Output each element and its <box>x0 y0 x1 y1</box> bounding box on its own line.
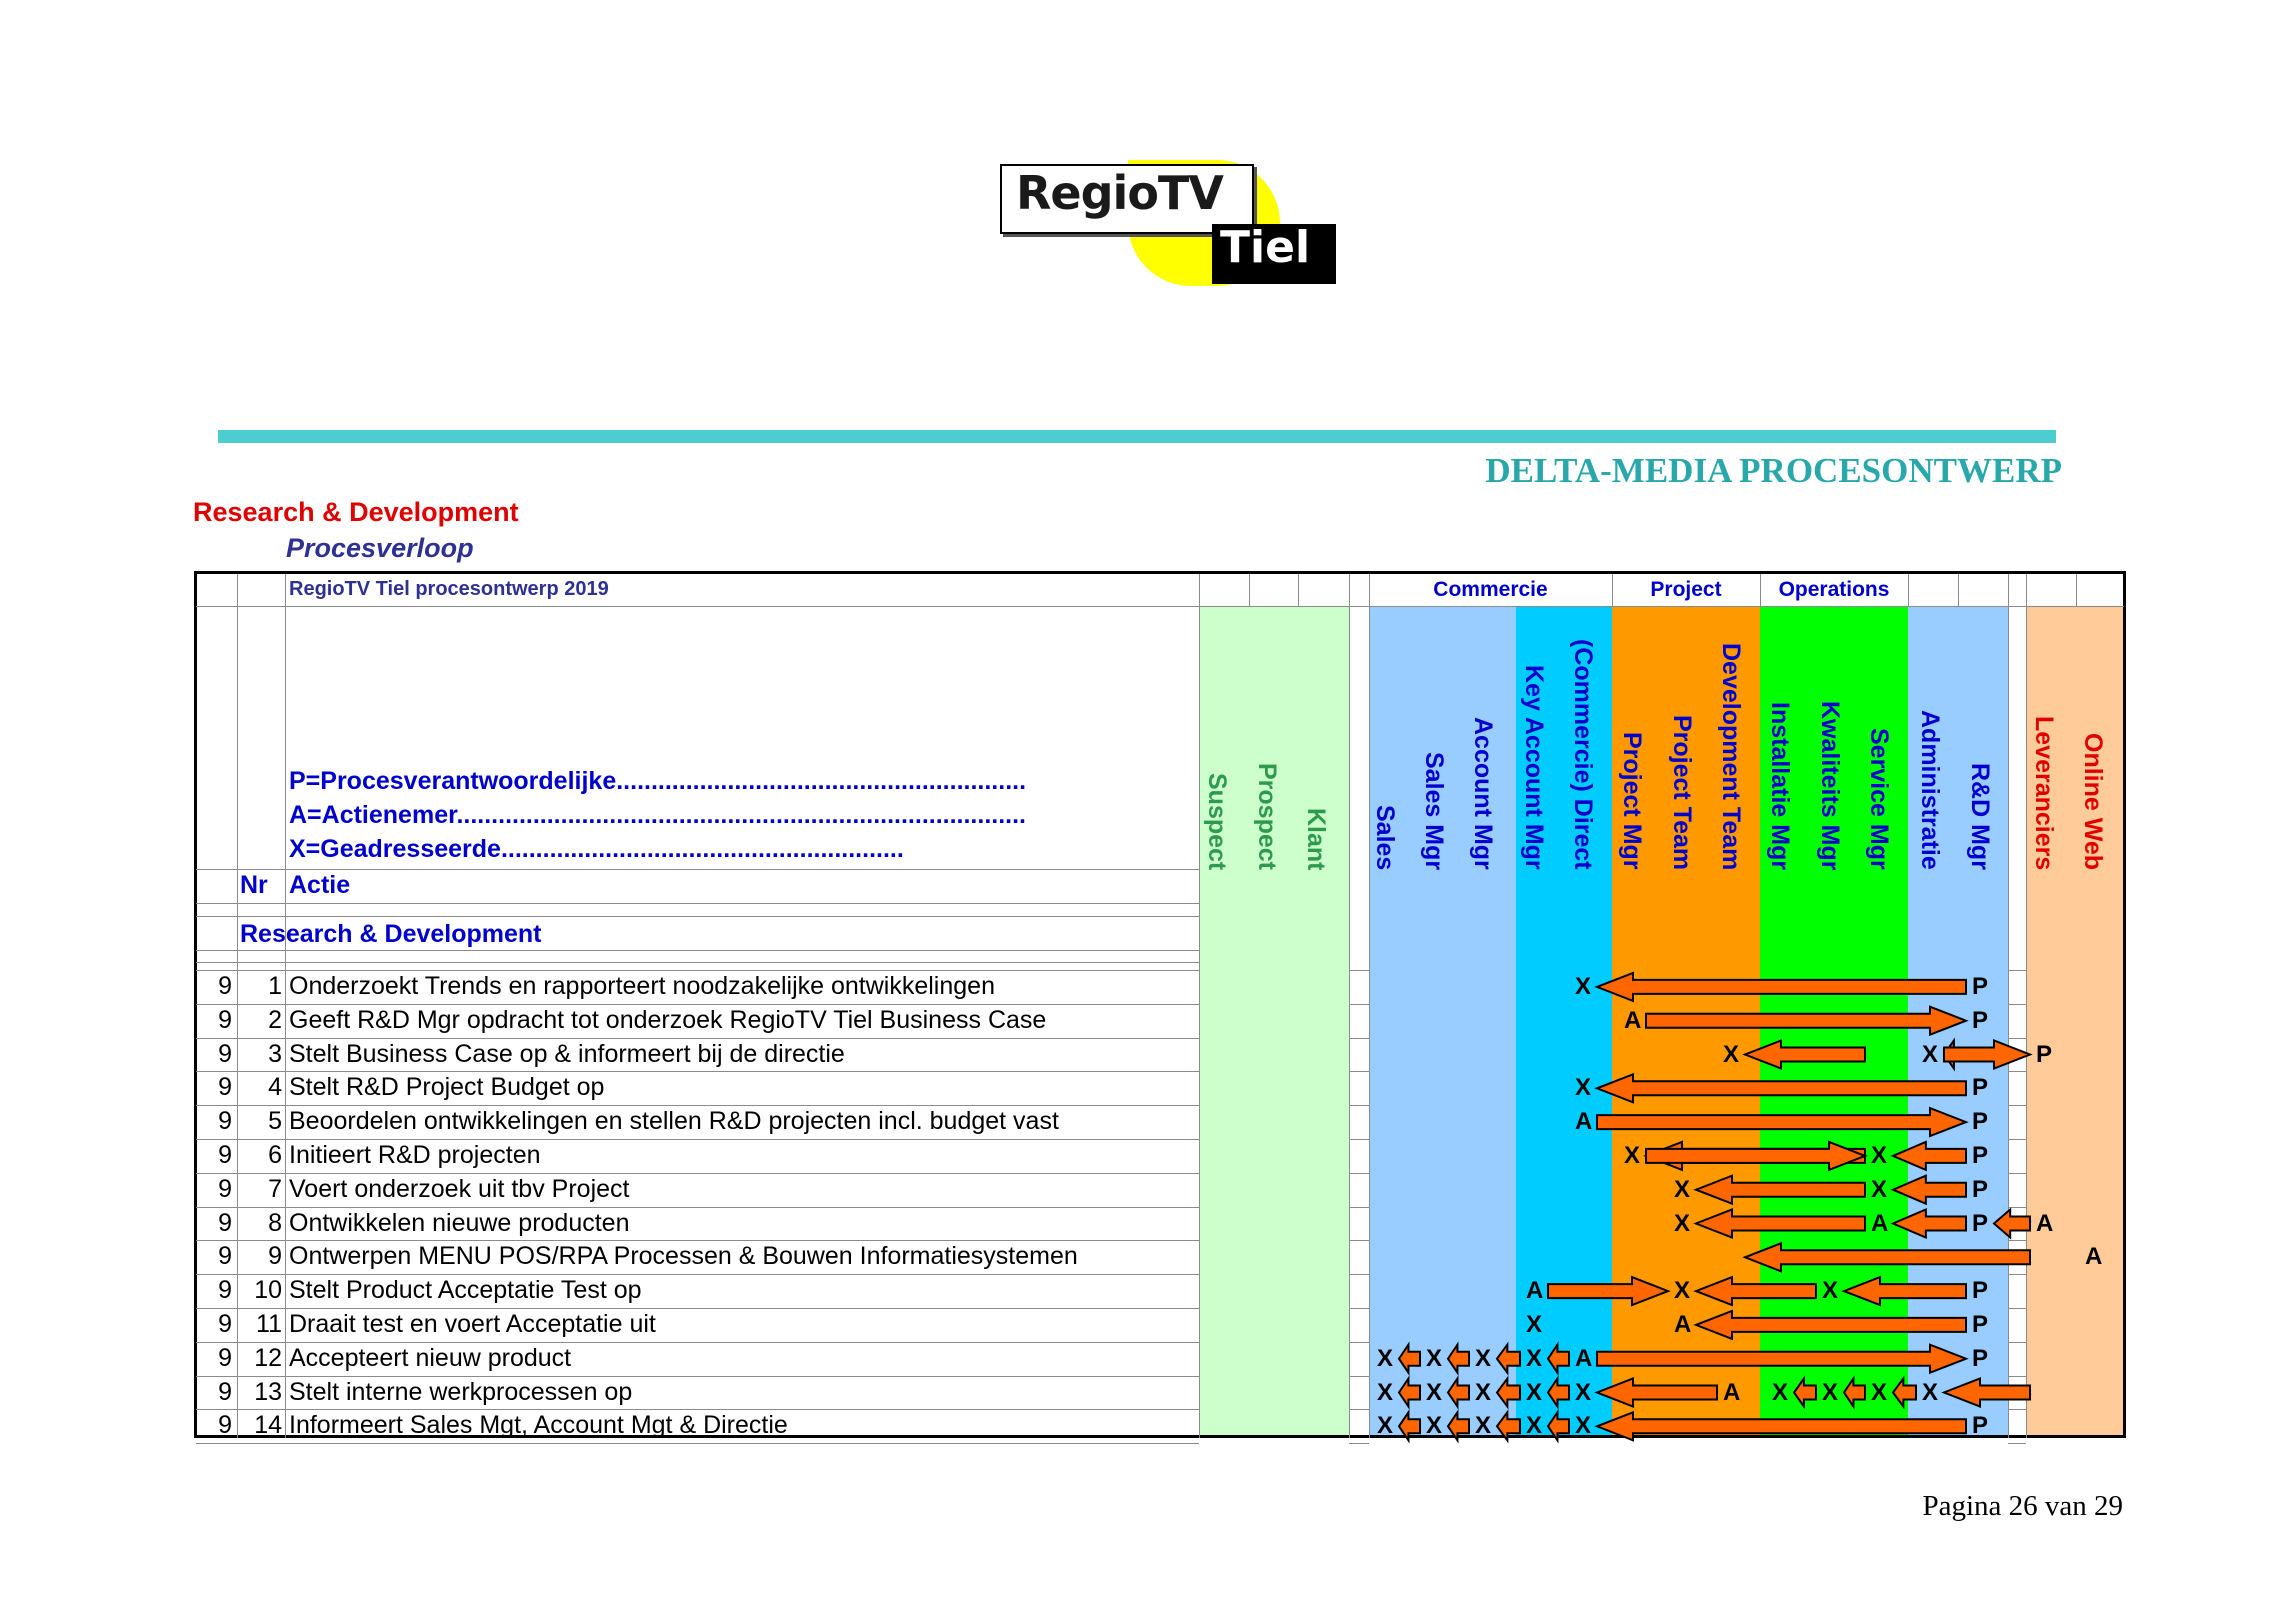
flow-arrow <box>1497 1345 1520 1373</box>
role-mark: P <box>2036 1040 2053 1068</box>
role-mark: X <box>1426 1412 1443 1440</box>
role-mark: X <box>1674 1277 1691 1305</box>
row-number: 12 <box>254 1343 282 1372</box>
role-mark: P <box>1972 1311 1989 1338</box>
role-mark: X <box>1575 1412 1592 1440</box>
row-number: 11 <box>256 1310 282 1338</box>
row-number: 10 <box>254 1276 282 1305</box>
group-commercie: Commercie <box>1433 578 1548 601</box>
role-mark: X <box>1526 1412 1543 1440</box>
role-header: Service Mgr <box>1865 728 1893 870</box>
group-row-title: Research & Development <box>240 920 542 948</box>
role-header: Klant <box>1302 807 1330 870</box>
role-mark: X <box>1624 1142 1641 1169</box>
role-header: Administratie <box>1916 710 1944 870</box>
role-mark: A <box>1526 1277 1544 1305</box>
role-mark: X <box>1575 1074 1592 1102</box>
role-header: Key Account Mgr <box>1520 665 1548 870</box>
row-action: Voert onderzoek uit tbv Project <box>289 1174 630 1203</box>
flow-arrow <box>1794 1379 1816 1407</box>
legend-p: P=Procesverantwoordelijke........................................................... <box>289 767 1027 795</box>
flow-arrow <box>1893 1210 1966 1238</box>
role-header: Project Mgr <box>1618 732 1646 870</box>
flow-arrow <box>1399 1345 1420 1373</box>
logo-sub: Tiel <box>1220 222 1311 273</box>
role-mark: A <box>1575 1344 1593 1372</box>
row-action: Stelt Business Case op & informeert bij de directie <box>289 1039 845 1068</box>
legend-a: A=Actienemer.................................................................................. <box>289 801 1026 829</box>
flow-arrow <box>1399 1412 1420 1440</box>
role-mark: P <box>1972 1412 1989 1440</box>
section-subtitle: Procesverloop <box>286 533 474 563</box>
row-chapter: 9 <box>218 972 232 1000</box>
role-mark: X <box>1723 1040 1740 1068</box>
role-mark: X <box>1772 1378 1789 1406</box>
role-mark: X <box>1377 1344 1394 1372</box>
flow-arrow <box>1696 1210 1865 1238</box>
role-header: Development Team <box>1717 642 1745 870</box>
row-chapter: 9 <box>218 1174 232 1203</box>
row-number: 1 <box>268 972 282 1000</box>
role-mark: P <box>1972 1209 1989 1237</box>
row-action: Stelt Product Acceptatie Test op <box>289 1276 642 1305</box>
row-chapter: 9 <box>218 1276 232 1305</box>
flow-arrow <box>1893 1379 1916 1407</box>
role-mark: X <box>1475 1344 1492 1372</box>
role-header: Installatie Mgr <box>1766 701 1794 870</box>
row-chapter: 9 <box>218 1208 232 1237</box>
role-mark: P <box>1972 1277 1989 1305</box>
role-mark: P <box>1972 1006 1989 1034</box>
role-mark: X <box>1526 1311 1543 1338</box>
row-action: Draait test en voert Acceptatie uit <box>289 1310 656 1338</box>
group-project: Project <box>1650 578 1722 601</box>
role-header: Sales <box>1371 804 1399 870</box>
row-action: Informeert Sales Mgt, Account Mgt & Directie <box>289 1411 788 1440</box>
role-mark: X <box>1377 1412 1394 1440</box>
row-number: 9 <box>268 1242 282 1271</box>
role-mark: A <box>2036 1209 2054 1237</box>
role-header: Online Web <box>2079 732 2107 870</box>
row-chapter: 9 <box>218 1039 232 1068</box>
role-header: Project Team <box>1668 714 1696 870</box>
row-action: Ontwerpen MENU POS/RPA Processen & Bouwen Informatiesystemen <box>289 1242 1078 1271</box>
row-action: Geeft R&D Mgr opdracht tot onderzoek RegioTV Tiel Business Case <box>289 1005 1047 1034</box>
flow-arrow <box>1597 1379 1717 1407</box>
flow-arrow <box>1893 1142 1966 1170</box>
role-header: Kwaliteits Mgr <box>1816 700 1844 870</box>
legend-x: X=Geadresseerde.......................................................... <box>289 835 904 863</box>
role-mark: P <box>1972 1175 1989 1203</box>
flow-arrow <box>1844 1379 1865 1407</box>
row-number: 5 <box>268 1107 282 1136</box>
role-header: Prospect <box>1253 763 1281 870</box>
role-mark: P <box>1972 973 1989 1000</box>
row-action: Stelt R&D Project Budget op <box>289 1073 605 1102</box>
row-number: 14 <box>254 1411 282 1440</box>
page-number: Pagina 26 van 29 <box>1922 1490 2123 1522</box>
role-mark: A <box>2085 1243 2103 1271</box>
flow-arrow <box>1696 1176 1865 1204</box>
flow-arrow <box>1745 1243 2030 1271</box>
flow-arrow <box>1597 973 1966 1001</box>
row-chapter: 9 <box>218 1343 232 1372</box>
row-number: 8 <box>268 1208 282 1237</box>
role-mark: X <box>1426 1378 1443 1406</box>
row-number: 7 <box>268 1174 282 1203</box>
row-chapter: 9 <box>218 1377 232 1406</box>
role-header: Sales Mgr <box>1420 751 1448 870</box>
flow-arrow <box>1548 1345 1569 1373</box>
row-number: 13 <box>254 1377 282 1406</box>
table-caption: RegioTV Tiel procesontwerp 2019 <box>289 578 609 600</box>
flow-arrow <box>1548 1412 1569 1440</box>
role-mark: X <box>1377 1378 1394 1406</box>
flow-arrow <box>1944 1379 2030 1407</box>
row-number: 4 <box>268 1073 282 1102</box>
role-header: Leveranciers <box>2030 715 2058 870</box>
flow-arrow <box>1745 1041 1865 1069</box>
role-mark: X <box>1526 1378 1543 1406</box>
flow-arrow <box>1497 1379 1520 1407</box>
flow-arrow <box>1597 1074 1966 1102</box>
row-chapter: 9 <box>218 1411 232 1440</box>
role-mark: X <box>1526 1344 1543 1372</box>
logo-word: RegioTV <box>1016 166 1223 220</box>
flow-arrow <box>1844 1277 1966 1305</box>
role-mark: A <box>1723 1378 1741 1406</box>
role-mark: P <box>1972 1074 1989 1102</box>
role-mark: X <box>1575 1378 1592 1406</box>
role-mark: X <box>1871 1175 1888 1203</box>
flow-arrow <box>1548 1277 1668 1305</box>
role-mark: A <box>1871 1209 1889 1237</box>
flow-arrow <box>1448 1345 1469 1373</box>
column-header-actie: Actie <box>289 871 351 899</box>
role-header: (Commercie) Direct <box>1569 639 1597 870</box>
row-chapter: 9 <box>218 1310 232 1338</box>
group-operations: Operations <box>1778 578 1890 601</box>
row-action: Accepteert nieuw product <box>289 1343 572 1372</box>
role-mark: X <box>1871 1142 1888 1169</box>
section-title: Research & Development <box>193 497 519 527</box>
column-header-nr: Nr <box>240 871 268 899</box>
role-mark: X <box>1822 1277 1839 1305</box>
row-action: Initieert R&D projecten <box>289 1141 541 1169</box>
flow-arrow <box>1497 1412 1520 1440</box>
role-mark: A <box>1575 1108 1593 1136</box>
flow-arrow <box>1399 1379 1420 1407</box>
row-chapter: 9 <box>218 1141 232 1169</box>
row-number: 2 <box>268 1005 282 1034</box>
role-mark: A <box>1624 1006 1642 1034</box>
document-title: DELTA-MEDIA PROCESONTWERP <box>1485 451 2062 490</box>
flow-arrow <box>1696 1277 1816 1305</box>
flow-arrow <box>1597 1345 1966 1373</box>
role-mark: X <box>1922 1040 1939 1068</box>
role-mark: X <box>1426 1344 1443 1372</box>
flow-arrow <box>1994 1210 2030 1238</box>
row-action: Onderzoekt Trends en rapporteert noodzakelijke ontwikkelingen <box>289 972 995 1000</box>
row-chapter: 9 <box>218 1005 232 1034</box>
role-mark: P <box>1972 1344 1989 1372</box>
role-mark: X <box>1475 1378 1492 1406</box>
role-mark: X <box>1475 1412 1492 1440</box>
flow-arrow <box>1597 1412 1966 1440</box>
role-header: Suspect <box>1203 772 1231 870</box>
role-mark: A <box>1674 1311 1692 1338</box>
flow-arrow <box>1548 1379 1569 1407</box>
role-mark: P <box>1972 1142 1989 1169</box>
role-header: Account Mgr <box>1469 717 1497 870</box>
role-mark: X <box>1674 1209 1691 1237</box>
flow-arrow <box>1448 1412 1469 1440</box>
flow-arrow <box>1893 1176 1966 1204</box>
role-mark: X <box>1575 973 1592 1000</box>
role-mark: X <box>1822 1378 1839 1406</box>
row-number: 3 <box>268 1039 282 1068</box>
row-action: Stelt interne werkprocessen op <box>289 1377 633 1406</box>
row-chapter: 9 <box>218 1242 232 1271</box>
flow-arrow <box>1646 1007 1966 1035</box>
flow-arrow <box>1448 1379 1469 1407</box>
role-mark: P <box>1972 1108 1989 1136</box>
row-action: Beoordelen ontwikkelingen en stellen R&D projecten incl. budget vast <box>289 1107 1059 1136</box>
role-mark: X <box>1674 1175 1691 1203</box>
row-action: Ontwikkelen nieuwe producten <box>289 1208 630 1237</box>
role-mark: X <box>1922 1378 1939 1406</box>
flow-arrow <box>1944 1041 2030 1069</box>
flow-arrow <box>1597 1108 1966 1136</box>
row-chapter: 9 <box>218 1107 232 1136</box>
role-mark: X <box>1871 1378 1888 1406</box>
row-chapter: 9 <box>218 1073 232 1102</box>
role-header: R&D Mgr <box>1966 763 1994 870</box>
row-number: 6 <box>268 1141 282 1169</box>
flow-arrow <box>1696 1311 1966 1339</box>
